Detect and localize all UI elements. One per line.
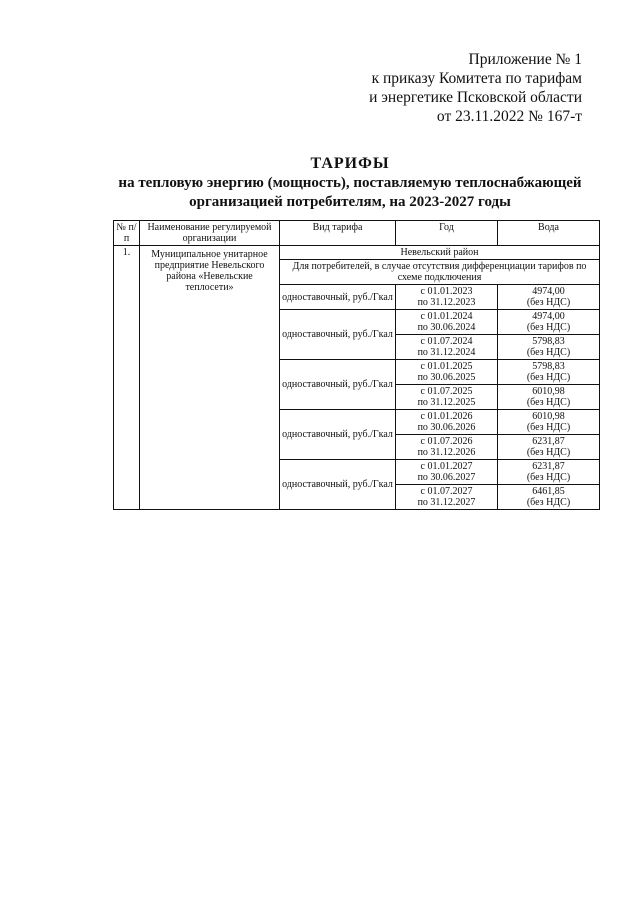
tariff-value: 6231,87 [532, 461, 565, 472]
period-from: с 01.07.2026 [420, 436, 473, 447]
period-cell [396, 310, 498, 335]
tariff-value: 5798,83 [532, 361, 565, 372]
table-header-row [114, 221, 600, 246]
period-from: с 01.07.2027 [420, 486, 473, 497]
appendix-line-2: к приказу Комитета по тарифам [371, 70, 582, 87]
table-row [114, 246, 600, 260]
appendix-block [282, 50, 582, 126]
water-tariff-cell [498, 360, 600, 385]
header-water: Вода [498, 221, 600, 246]
consumers-note: Для потребителей, в случае отсутствия дифференциации тарифов по схеме подключения [280, 260, 600, 285]
tariff-type: одноставочный, руб./Гкал [280, 310, 396, 360]
header-num: № п/п [114, 221, 140, 246]
period-to: по 31.12.2023 [417, 297, 476, 308]
header-type: Вид тарифа [280, 221, 396, 246]
district-name: Невельский район [280, 246, 600, 260]
period-to: по 31.12.2025 [417, 397, 476, 408]
period-to: по 30.06.2026 [417, 422, 476, 433]
title-line-3: организацией потребителям, на 2023-2027 годы [189, 194, 511, 210]
period-from: с 01.01.2023 [420, 286, 473, 297]
period-from: с 01.01.2027 [420, 461, 473, 472]
period-to: по 31.12.2027 [417, 497, 476, 508]
period-cell [396, 485, 498, 510]
period-cell [396, 285, 498, 310]
header-org: Наименование регулируемой организации [140, 221, 280, 246]
water-tariff-cell [498, 485, 600, 510]
tariff-value: 4974,00 [532, 311, 565, 322]
water-tariff-cell [498, 385, 600, 410]
vat-note: (без НДС) [526, 397, 571, 408]
vat-note: (без НДС) [526, 422, 571, 433]
period-cell [396, 335, 498, 360]
appendix-line-3: и энергетике Псковской области [369, 89, 582, 106]
title-main: ТАРИФЫ [310, 155, 390, 172]
vat-note: (без НДС) [526, 347, 571, 358]
vat-note: (без НДС) [526, 372, 571, 383]
vat-note: (без НДС) [526, 497, 571, 508]
period-from: с 01.01.2026 [420, 411, 473, 422]
period-to: по 31.12.2026 [417, 447, 476, 458]
tariff-type: одноставочный, руб./Гкал [280, 285, 396, 310]
period-to: по 31.12.2024 [417, 347, 476, 358]
period-cell [396, 435, 498, 460]
period-from: с 01.07.2025 [420, 386, 473, 397]
vat-note: (без НДС) [526, 297, 571, 308]
period-to: по 30.06.2024 [417, 322, 476, 333]
tariff-value: 4974,00 [532, 286, 565, 297]
appendix-line-4: от 23.11.2022 № 167-т [436, 108, 582, 125]
period-from: с 01.07.2024 [420, 336, 473, 347]
tariff-type: одноставочный, руб./Гкал [280, 460, 396, 510]
water-tariff-cell [498, 410, 600, 435]
tariff-value: 5798,83 [532, 336, 565, 347]
tariff-value: 6010,98 [532, 386, 565, 397]
tariff-value: 6010,98 [532, 411, 565, 422]
tariff-type: одноставочный, руб./Гкал [280, 360, 396, 410]
period-from: с 01.01.2025 [420, 361, 473, 372]
vat-note: (без НДС) [526, 322, 571, 333]
header-year: Год [396, 221, 498, 246]
water-tariff-cell [498, 435, 600, 460]
water-tariff-cell [498, 285, 600, 310]
period-cell [396, 360, 498, 385]
title-line-2: на тепловую энергию (мощность), поставляемую теплоснабжающей [118, 175, 582, 191]
period-cell [396, 410, 498, 435]
water-tariff-cell [498, 335, 600, 360]
organization-name: Муниципальное унитарное предприятие Невельского района «Невельские теплосети» [140, 246, 280, 510]
vat-note: (без НДС) [526, 447, 571, 458]
appendix-line-1: Приложение № 1 [468, 51, 582, 68]
tariff-type: одноставочный, руб./Гкал [280, 410, 396, 460]
vat-note: (без НДС) [526, 472, 571, 483]
tariff-value: 6461,85 [532, 486, 565, 497]
period-to: по 30.06.2025 [417, 372, 476, 383]
tariff-value: 6231,87 [532, 436, 565, 447]
period-cell [396, 460, 498, 485]
water-tariff-cell [498, 460, 600, 485]
period-cell [396, 385, 498, 410]
water-tariff-cell [498, 310, 600, 335]
period-to: по 30.06.2027 [417, 472, 476, 483]
tariffs-table [113, 220, 600, 510]
document-title [100, 154, 600, 212]
period-from: с 01.01.2024 [420, 311, 473, 322]
row-number: 1. [114, 246, 140, 510]
